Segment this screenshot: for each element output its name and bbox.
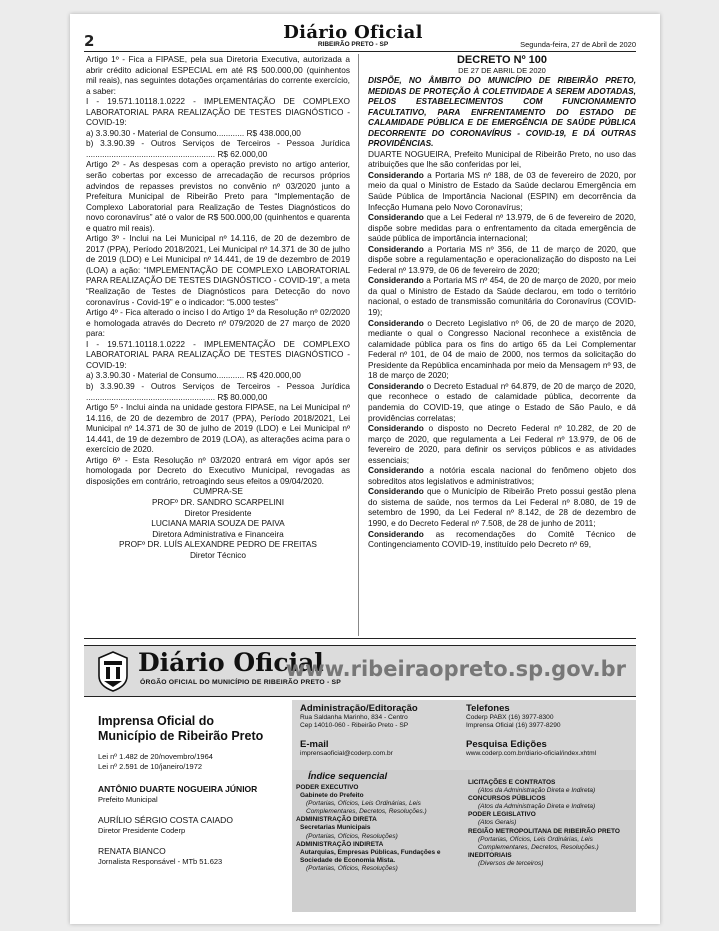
- search-heading: Pesquisa Edições: [466, 739, 547, 750]
- phones-block: [466, 703, 561, 730]
- search-block: [466, 739, 596, 758]
- considerando-item: [368, 529, 636, 550]
- president-name: AURÍLIO SÉRGIO COSTA CAIADO: [98, 815, 233, 825]
- considerando-label: Considerando: [368, 380, 424, 391]
- considerando-item: [368, 486, 636, 528]
- mayor-name: ANTÔNIO DUARTE NOGUEIRA JÚNIOR: [98, 784, 258, 794]
- index-note: (Portarias, Ofícios, Resoluções): [306, 832, 398, 840]
- considerando-item: [368, 170, 636, 212]
- admin-heading: Administração/Editoração: [300, 703, 418, 714]
- considerando-label: Considerando: [368, 317, 424, 328]
- budget-line: a) 3.3.90.30 - Material de Consumo............ R$ 438.000,00: [86, 127, 301, 138]
- budget-action: I - 19.571.10118.1.0222 - IMPLEMENTAÇÃO DE COMPLEXO LABORATORIAL PARA REALIZAÇÃO DE TESTES DIAGNÓSTICO - COVID-19:: [86, 338, 350, 370]
- index-note: (Portarias, Ofícios, Leis Ordinárias, Leis Complementares, Decretos, Resoluções.): [478, 835, 599, 851]
- website-link[interactable]: www.ribeiraopreto.sp.gov.br: [285, 657, 626, 681]
- admin-address: Rua Saldanha Marinho, 834 - Centro: [300, 714, 408, 721]
- admin-block: [300, 703, 418, 730]
- article-paragraph: Artigo 1º - Fica a FIPASE, pela sua Diretoria Executiva, autorizada a abrir crédito adicional ESPECIAL em até R$ 500.000,00 (quinhentos mil reais), nas seguintes dotações orçamentárias do corrente exercício, a saber:: [86, 54, 350, 96]
- email-heading: E-mail: [300, 739, 329, 750]
- considerando-text: o Decreto Estadual nº 64.879, de 20 de março de 2020, que reconhece o estado de calamidade pública, decorrente da pandemia do COVID-19, que atinge o Estado de São Paulo, e dá providências correlatas;: [368, 380, 636, 423]
- index-section-heading: CONCURSOS PÚBLICOS: [468, 795, 546, 803]
- header-divider: [84, 51, 636, 52]
- considerando-item: [368, 465, 636, 486]
- budget-line: a) 3.3.90.30 - Material de Consumo............ R$ 420.000,00: [86, 370, 301, 381]
- considerando-text: a Portaria MS nº 356, de 11 de março de 2020, que dispõe sobre a regulamentação e operacionalização do disposto na Lei Federal nº 13.979, de 06 de fevereiro de 2020;: [368, 243, 636, 275]
- journalist-role: Jornalista Responsável - MTb 51.623: [98, 856, 223, 866]
- article-paragraph: Artigo 5º - Inclui ainda na unidade gestora FIPASE, na Lei Municipal nº 14.116, de 20 de dezembro de 2017 (PPA), Período 2018/2021, Lei Municipal nº 14.371 de 30 de julho de 2019 (LDO) e Lei Municipal nº 14.441, de 19 de dezembro de 2019 (LOA), as alterações acima para o exercício de 2020.: [86, 402, 350, 455]
- budget-line: b) 3.3.90.39 - Outros Serviços de Terceiros - Pessoa Jurídica ........................................................ R$ 80.000,00: [86, 380, 350, 402]
- decree-ementa: DISPÕE, NO ÂMBITO DO MUNICÍPIO DE RIBEIRÃO PRETO, MEDIDAS DE PROTEÇÃO À COLETIVIDADE A SEREM ADOTADAS, PELOS ESTABELECIMENTOS COM FUNCIONAMENTO FACULTATIVO, PARA ENFRENTAMENTO DO ESTADO DE CALAMIDADE PÚBLICA E DE EMERGÊNCIA DE SAÚDE PÚBLICA DECORRENTE DO CORONAVÍRUS - COVID-19, E DÁ OUTRAS PROVIDÊNCIAS.: [368, 75, 636, 149]
- article-paragraph: Artigo 6º - Esta Resolução nº 03/2020 entrará em vigor após ser homologada por Decreto do Executivo Municipal, revogadas as disposições em contrário, retroagindo seus efeitos a 09/04/2020.: [86, 454, 350, 486]
- index-subheading: Gabinete do Prefeito: [300, 792, 364, 800]
- page-header: [84, 22, 636, 52]
- considerando-item: [368, 423, 636, 465]
- considerando-item: [368, 244, 636, 276]
- cumpra-se: CUMPRA-SE: [193, 486, 243, 497]
- considerando-label: Considerando: [368, 243, 424, 254]
- president-role: Diretor Presidente Coderp: [98, 825, 186, 835]
- considerando-text: a notória escala nacional do fenômeno objeto dos sobreditos atos legislativos e administrativos;: [368, 465, 636, 486]
- article-paragraph: Artigo 4º - Fica alterado o inciso I do Artigo 1º da Resolução nº 02/2020 e homologada através do Decreto nº 079/2020 de 27 março de 2020 para:: [86, 307, 350, 339]
- index-section-heading: PODER LEGISLATIVO: [468, 811, 536, 819]
- footer-divider: [84, 638, 636, 639]
- masthead: [268, 22, 438, 48]
- index-section-heading: ADMINISTRAÇÃO DIRETA: [296, 816, 377, 824]
- email-link[interactable]: imprensaoficial@coderp.com.br: [300, 750, 393, 757]
- considerando-text: que a Lei Federal nº 13.979, de 6 de fevereiro de 2020, dispõe sobre medidas para o enfrentamento da citada emergência de saúde pública de importância internacional;: [368, 212, 636, 244]
- signatory-role: Diretor Presidente: [184, 507, 252, 518]
- banner-subtitle: ÓRGÃO OFICIAL DO MUNICÍPIO DE RIBEIRÃO PRETO - SP: [140, 679, 342, 686]
- index-section-heading: ADMINISTRAÇÃO INDIRETA: [296, 840, 384, 848]
- considerando-text: as recomendações do Comitê Técnico de Contingenciamento COVID-19, instituído pelo Decreto nº 69,: [368, 528, 636, 550]
- index-note: (Atos Gerais): [478, 819, 517, 827]
- column-divider: [358, 54, 359, 636]
- considerando-list: [368, 170, 636, 550]
- budget-line: b) 3.3.90.39 - Outros Serviços de Terceiros - Pessoa Jurídica ........................................................ R$ 62.000,00: [86, 138, 350, 159]
- imprensa-title: Imprensa Oficial do Município de Ribeirão Preto: [98, 714, 264, 743]
- phone-imprensa: Imprensa Oficial (16) 3977-8290: [466, 722, 561, 729]
- index-subheading: Autarquias, Empresas Públicas, Fundações e Sociedade de Economia Mista.: [300, 848, 441, 864]
- considerando-item: [368, 318, 636, 381]
- admin-cep: Cep 14010-060 - Ribeirão Preto - SP: [300, 722, 409, 729]
- page-number: 2: [84, 32, 95, 50]
- index-title: Índice sequencial: [308, 771, 388, 782]
- index-note: (Portarias, Ofícios, Leis Ordinárias, Leis Complementares, Decretos, Resoluções.): [306, 800, 427, 816]
- index-section-heading: LICITAÇÕES E CONTRATOS: [468, 779, 556, 786]
- decree-date: DE 27 DE ABRIL DE 2020: [458, 66, 546, 75]
- considerando-item: [368, 275, 636, 317]
- law-reference: Lei nº 2.591 de 10/janeiro/1972: [98, 761, 203, 771]
- publisher-info: [84, 700, 636, 922]
- signatory-name: LUCIANA MARIA SOUZA DE PAIVA: [151, 518, 285, 529]
- issue-date: Segunda-feira, 27 de Abril de 2020: [520, 40, 636, 49]
- considerando-label: Considerando: [368, 275, 424, 286]
- footer-banner: [84, 645, 636, 697]
- decree-intro: DUARTE NOGUEIRA, Prefeito Municipal de Ribeirão Preto, no uso das atribuições que lhe são conferidas por lei,: [368, 148, 636, 170]
- banner-title: Diário Oficial: [138, 648, 324, 677]
- index-subheading: Secretarias Municipais: [300, 824, 371, 832]
- considerando-label: Considerando: [368, 528, 424, 539]
- sequential-index: [292, 770, 636, 912]
- signatory-name: PROFº DR. LUÍS ALEXANDRE PEDRO DE FREITAS: [119, 539, 317, 550]
- email-block: [300, 739, 393, 758]
- considerando-text: que o Município de Ribeirão Preto possui gestão plena do sistema de saúde, nos termos da Lei Federal nº 8.080, de 19 de setembro de 1990, da Lei Federal nº 8.142, de 28 de dezembro de 1990, e do Decreto Federal nº 7.508, de 28 de junho de 2011;: [368, 486, 636, 528]
- index-note: (Atos da Administração Direta e Indireta): [478, 787, 596, 795]
- index-left-column: [296, 784, 462, 873]
- phone-coderp: Coderp PABX (16) 3977-8300: [466, 714, 554, 721]
- masthead-subtitle: RIBEIRÃO PRETO - SP: [317, 41, 389, 48]
- signatory-name: PROFº DR. SANDRO SCARPELINI: [151, 496, 285, 507]
- resolution-column: [86, 54, 350, 560]
- city-crest-icon: [96, 650, 130, 692]
- index-note: (Diversos de terceiros): [478, 859, 544, 867]
- index-section-heading: PODER EXECUTIVO: [296, 784, 359, 791]
- considerando-label: Considerando: [368, 486, 424, 497]
- law-reference: Lei nº 1.482 de 20/novembro/1964: [98, 752, 213, 761]
- signatory-role: Diretor Técnico: [189, 549, 247, 560]
- masthead-title: Diário Oficial: [283, 22, 423, 43]
- considerando-text: a Portaria MS nº 188, de 03 de fevereiro de 2020, por meio da qual o Ministro de Estado da Saúde declarou Emergência em Saúde Pública de Importância Nacional (ESPIN) em decorrência da Infecção Humana pelo Novo Coronavírus;: [368, 169, 636, 212]
- phones-heading: Telefones: [466, 703, 510, 714]
- index-note: (Portarias, Ofícios, Resoluções): [306, 864, 398, 872]
- article-paragraph: Artigo 3º - Inclui na Lei Municipal nº 14.116, de 20 de dezembro de 2017 (PPA), Período 2018/2021, Lei Municipal nº 14.371 de 30 de julho de 2019 (LDO) e Lei Municipal nº 14.441, de 19 de dezembro de 2019 (LOA) a ação: “IMPLEMENTAÇÃO DE COMPLEXO LABORATORIAL PARA REALIZAÇÃO DE TESTES DIAGNÓSTICO - COVID-19”, a meta “Realização de Testes de Diagnósticos para Detecção do novo coronavírus - Covid-19” e o indicador: “5.000 testes”: [86, 233, 350, 307]
- index-section-heading: REGIÃO METROPOLITANA DE RIBEIRÃO PRETO: [468, 827, 620, 835]
- considerando-label: Considerando: [368, 169, 424, 180]
- index-note: (Atos da Administração Direta e Indireta): [478, 803, 596, 811]
- budget-action: I - 19.571.10118.1.0222 - IMPLEMENTAÇÃO DE COMPLEXO LABORATORIAL PARA REALIZAÇÃO DE TESTES DIAGNÓSTICO - COVID-19:: [86, 96, 350, 128]
- considerando-item: [368, 381, 636, 423]
- search-link[interactable]: www.coderp.com.br/diario-oficial/index.xhtml: [466, 750, 597, 757]
- considerando-label: Considerando: [368, 212, 424, 223]
- considerando-label: Considerando: [368, 423, 424, 434]
- index-right-column: [468, 779, 630, 868]
- considerando-item: [368, 212, 636, 244]
- imprensa-oficial-block: [84, 700, 288, 910]
- index-section-heading: INEDITORIAIS: [468, 851, 512, 859]
- journalist-name: RENATA BIANCO: [98, 846, 166, 856]
- considerando-text: o Decreto Legislativo nº 06, de 20 de março de 2020, mediante o qual o Congresso Nacional reconhece a existência de calamidade pública para os fins do artigo 65 da Lei Complementar Federal nº 101, de 04 de maio de 2000, nos termos da solicitação do Presidente da República encaminhada por meio da Mensagem nº 93, de 18 de março de 2020;: [368, 317, 636, 381]
- considerando-text: a Portaria MS nº 454, de 20 de março de 2020, por meio da qual o Ministro de Estado da Saúde declarou, em todo o território nacional, o estado de transmissão comunitária do Coronavírus (COVID-19);: [368, 275, 636, 318]
- contact-panel: [292, 700, 636, 912]
- mayor-role: Prefeito Municipal: [98, 794, 158, 804]
- decree-title: DECRETO Nº 100: [456, 54, 547, 66]
- signatory-role: Diretora Administrativa e Financeira: [152, 528, 284, 539]
- decree-column: [368, 54, 636, 550]
- considerando-label: Considerando: [368, 465, 424, 476]
- article-paragraph: Artigo 2º - As despesas com a operação previsto no artigo anterior, serão cobertas por excesso de arrecadação de recursos próprios advindos de repasses previstos no convênio nº 03/2020 junto a Prefeitura Municipal de Ribeirão Preto para “Implementação de Complexo Laboratorial para Realização de Testes Diagnósticos do novo coronavírus” até o valor de R$ 500.000,00 (quinhentos e quarenta e quatro mil reais).: [86, 159, 350, 233]
- considerando-text: o disposto no Decreto Federal nº 10.282, de 20 de março de 2020, que regulamenta a Lei Federal nº 13.979, de 06 de fevereiro de 2020, para definir os serviços públicos e as atividades essenciais;: [368, 423, 636, 465]
